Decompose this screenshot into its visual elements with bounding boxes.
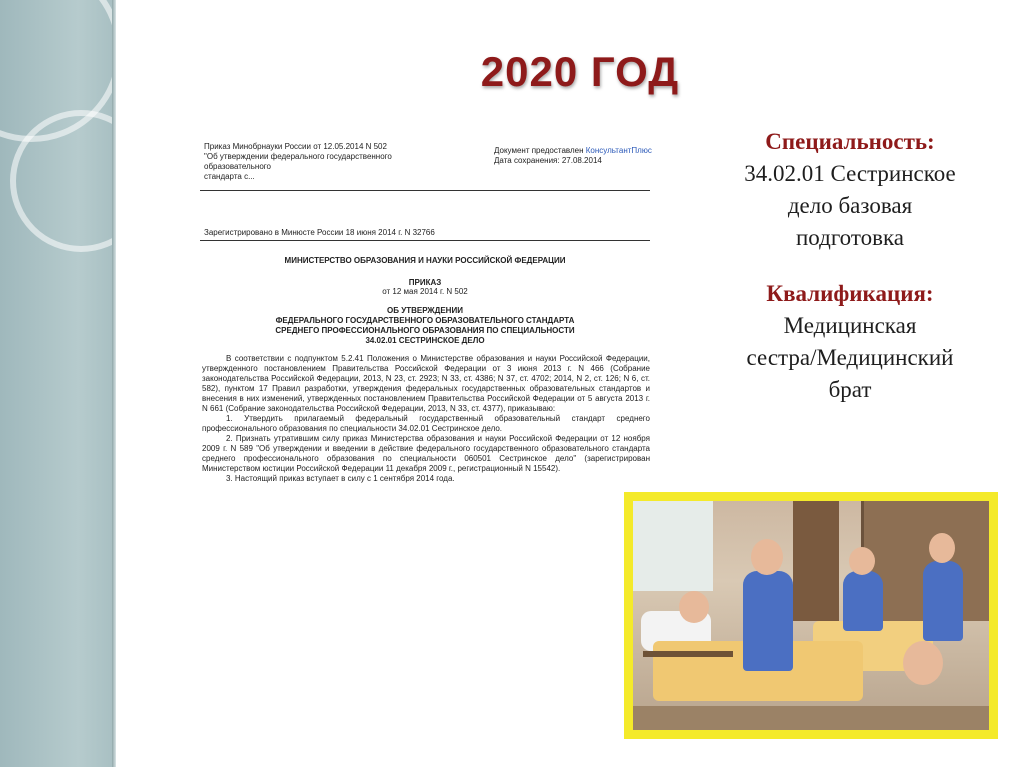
ministry-heading: МИНИСТЕРСТВО ОБРАЗОВАНИЯ И НАУКИ РОССИЙСКОЙ ФЕДЕРАЦИИ <box>284 256 566 265</box>
side-decoration-band <box>0 0 112 767</box>
photo-frame <box>624 492 998 739</box>
slide-title: 2020 ГОД <box>480 48 680 95</box>
order-document-scan <box>198 136 652 512</box>
photo-head <box>679 591 709 623</box>
photo-nurse <box>923 561 963 641</box>
side-band-edge <box>112 0 116 767</box>
document-body <box>202 354 650 484</box>
nursing-training-photo <box>633 501 989 730</box>
photo-head <box>903 641 943 685</box>
document-paragraph: 3. Настоящий приказ вступает в силу с 1 сентября 2014 года. <box>226 474 455 483</box>
provided-by-text: Документ предоставлен <box>494 146 586 155</box>
specialty-value: 34.02.01 Сестринское <box>744 161 956 186</box>
approval-heading: ФЕДЕРАЛЬНОГО ГОСУДАРСТВЕННОГО ОБРАЗОВАТЕЛЬНОГО СТАНДАРТА <box>275 316 575 325</box>
photo-door <box>793 501 839 621</box>
photo-head <box>929 533 955 563</box>
qualification-value: Медицинская <box>783 313 917 338</box>
document-paragraph: В соответствии с подпунктом 5.2.41 Положения о Министерстве образования и науки Российской Федерации, утвержденного постановлением Правительства Российской Федерации от 3 июня 2013 г. N 466 (Собрание законодательства Российской Федерации, 2013, N 23, ст. 2923; N 33, ст. 4386; N 37, ст. 4702; 2014, N 2, ст. 126; N 6, ст. 582), пунктом 17 Правил разработки, утверждения федеральных государственных образовательных стандартов и внесения в них изменений, утвержденных постановлением Правительства Российской Федерации от 5 августа 2013 г. N 661 (Собрание законодательства Российской Федерации, 2013, N 33, ст. 4377), приказываю: <box>202 354 650 413</box>
divider <box>200 190 650 191</box>
consultant-link[interactable]: КонсультантПлюс <box>585 146 652 155</box>
document-paragraph: 2. Признать утратившим силу приказ Министерства образования и науки Российской Федерации от 12 ноября 2009 г. N 589 "Об утверждении и введении в действие федерального государственного образовательного стандарта среднего профессионального образования по специальности 060501 Сестринское дело" (зарегистрирован Министерством юстиции Российской Федерации 11 декабря 2009 г., регистрационный N 15542). <box>202 434 650 473</box>
divider <box>200 240 650 241</box>
document-header-line: "Об утверждении федерального государственного образовательного <box>204 152 392 171</box>
qualification-value: брат <box>828 377 872 402</box>
specialty-label: Специальность: <box>765 129 935 154</box>
qualification-label: Квалификация: <box>766 281 934 306</box>
specialty-value: подготовка <box>795 225 905 250</box>
photo-nurse <box>843 571 883 631</box>
registration-line: Зарегистрировано в Минюсте России 18 июня 2014 г. N 32766 <box>204 228 435 237</box>
order-date: от 12 мая 2014 г. N 502 <box>382 287 468 296</box>
document-paragraph: 1. Утвердить прилагаемый федеральный государственный образовательный стандарт среднего профессионального образования по специальности 34.02.01 Сестринское дело. <box>202 414 650 433</box>
photo-floor <box>633 706 989 730</box>
photo-bed-rail <box>643 651 733 657</box>
specialty-value: дело базовая <box>787 193 913 218</box>
approval-heading: ОБ УТВЕРЖДЕНИИ <box>387 306 463 315</box>
photo-window <box>633 501 713 591</box>
specialty-info <box>700 126 1000 406</box>
document-header-left <box>204 142 444 182</box>
approval-heading: 34.02.01 СЕСТРИНСКОЕ ДЕЛО <box>365 336 485 345</box>
order-word: ПРИКАЗ <box>408 278 442 287</box>
document-header-right <box>494 146 654 166</box>
approval-heading: СРЕДНЕГО ПРОФЕССИОНАЛЬНОГО ОБРАЗОВАНИЯ ПО СПЕЦИАЛЬНОСТИ <box>275 326 575 335</box>
photo-nurse <box>743 571 793 671</box>
photo-head <box>849 547 875 575</box>
document-header-line: стандарта с... <box>204 172 255 181</box>
document-header-line: Приказ Минобрнауки России от 12.05.2014 N 502 <box>204 142 387 151</box>
save-date: Дата сохранения: 27.08.2014 <box>494 156 602 165</box>
photo-head <box>751 539 783 575</box>
qualification-value: сестра/Медицинский <box>746 345 954 370</box>
